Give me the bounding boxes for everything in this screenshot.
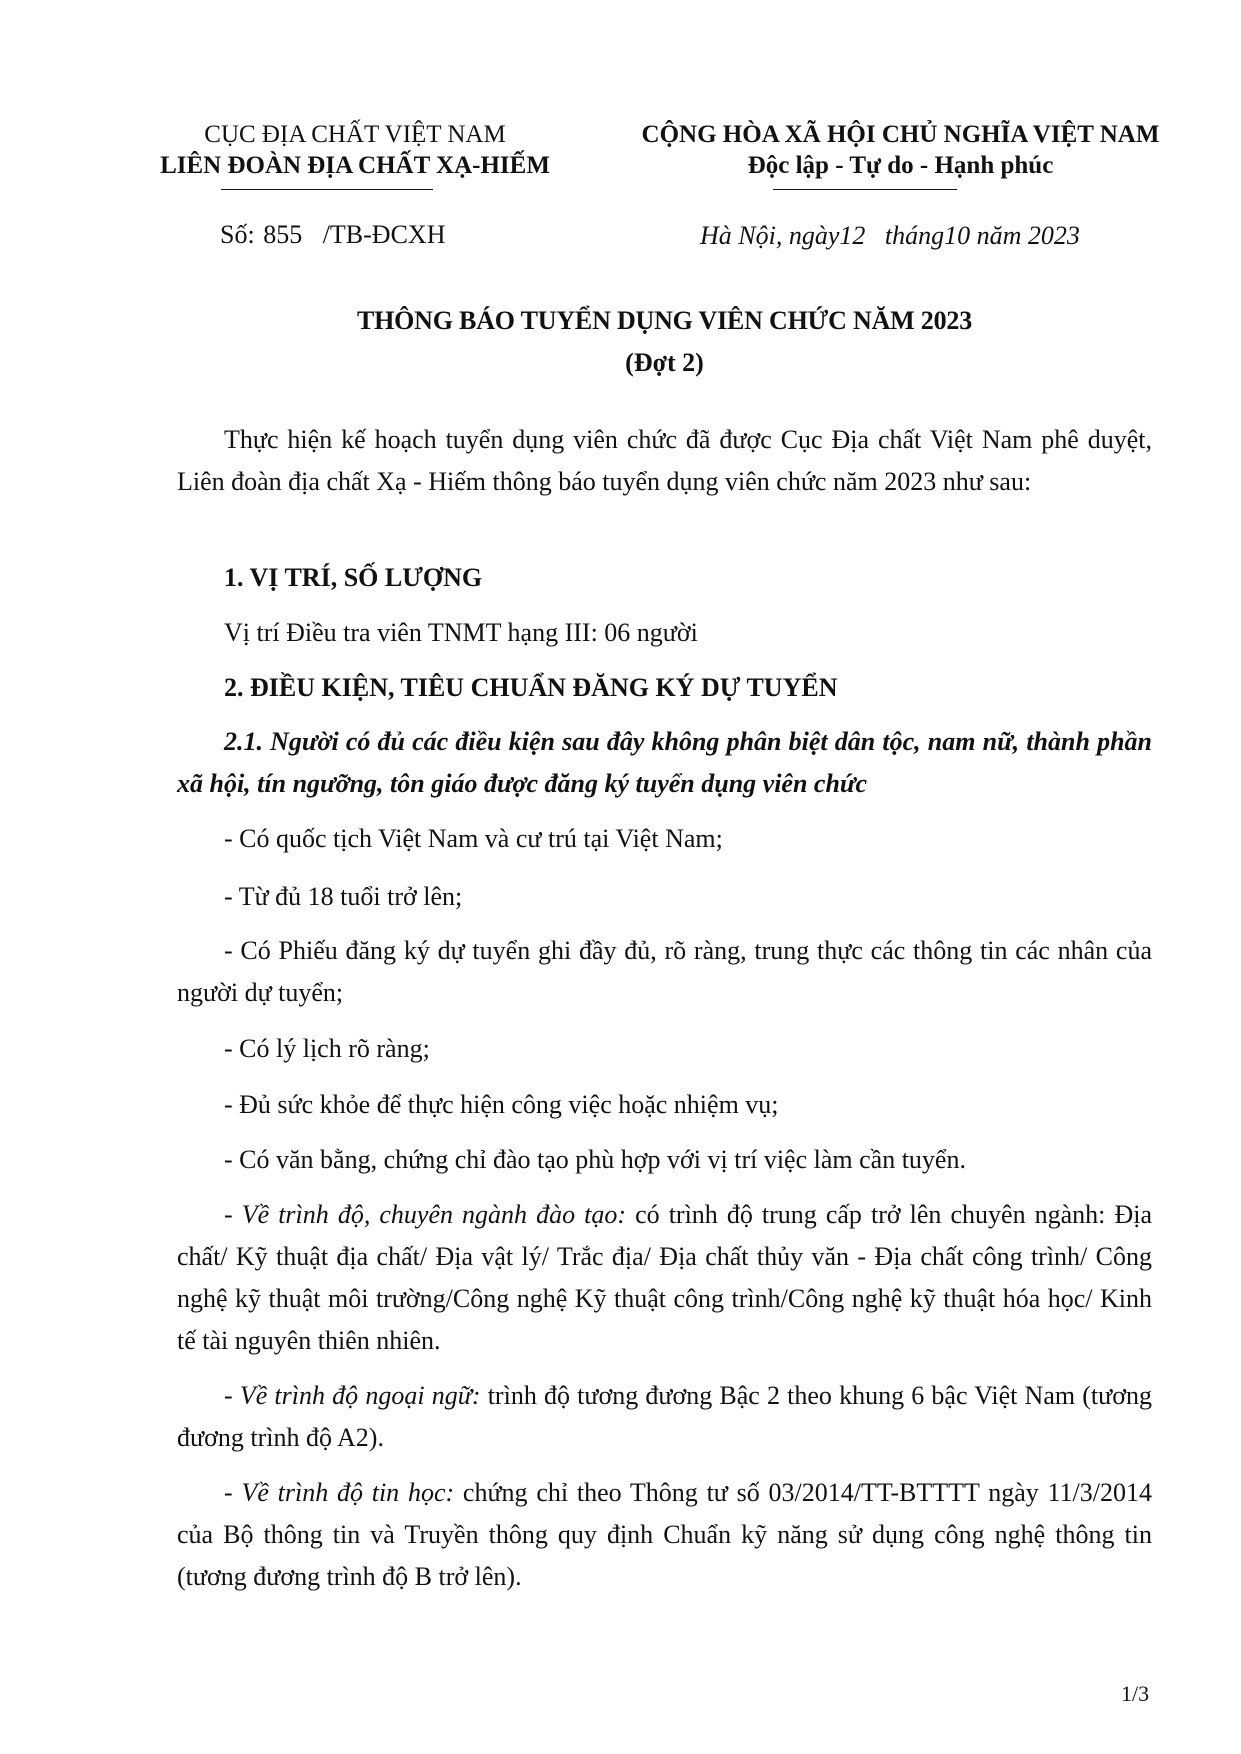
- section-2-heading: 2. ĐIỀU KIỆN, TIÊU CHUẨN ĐĂNG KÝ DỰ TUYỂN: [224, 673, 838, 702]
- bullet-item: - Đủ sức khỏe để thực hiện công việc hoặc nhiệm vụ;: [224, 1090, 779, 1119]
- requirement-it: [177, 1472, 1152, 1598]
- doc-number-prefix: Số:: [220, 220, 255, 249]
- bullet-item: - Có Phiếu đăng ký dự tuyển ghi đầy đủ, rõ ràng, trung thực các thông tin các nhân của người dự tuyển;: [177, 936, 1152, 1007]
- requirement-text: trình độ tương đương Bậc 2 theo khung 6 bậc Việt Nam (tương đương trình độ A2).: [177, 1381, 1152, 1452]
- section-1-heading: 1. VỊ TRÍ, SỐ LƯỢNG: [224, 563, 483, 592]
- requirement-dash: -: [224, 1200, 242, 1229]
- page-number: 1/3: [1121, 1681, 1150, 1706]
- section-1-text: Vị trí Điều tra viên TNMT hạng III: 06 người: [224, 618, 698, 647]
- requirement-dash: -: [224, 1478, 242, 1507]
- bullet-item: - Có lý lịch rõ ràng;: [224, 1034, 430, 1063]
- requirement-text: có trình độ trung cấp trở lên chuyên ngành: Địa chất/ Kỹ thuật địa chất/ Địa vật lý/ Trắc địa/ Địa chất thủy văn - Địa chất công trình/ Công nghệ kỹ thuật môi trường/Công nghệ Kỹ thuật công trình/Công nghệ kỹ thuật hóa học/ Kinh tế tài nguyên thiên nhiên.: [177, 1200, 1152, 1355]
- requirement-label: Về trình độ ngoại ngữ:: [239, 1381, 481, 1410]
- requirement-foreign-language: [177, 1375, 1152, 1459]
- doc-number-value: 855: [263, 220, 303, 249]
- bullet-item: - Từ đủ 18 tuổi trở lên;: [224, 882, 463, 911]
- document-subtitle: (Đợt 2): [625, 348, 704, 377]
- section-2-1-heading: 2.1. Người có đủ các điều kiện sau đây không phân biệt dân tộc, nam nữ, thành phần xã hội, tín ngưỡng, tôn giáo được đăng ký tuyển dụng viên chức: [177, 727, 1152, 798]
- unit-name: LIÊN ĐOÀN ĐỊA CHẤT XẠ-HIẾM: [160, 152, 550, 179]
- nation-name: CỘNG HÒA XÃ HỘI CHỦ NGHĨA VIỆT NAM: [641, 121, 1160, 148]
- doc-number-suffix: /TB-ĐCXH: [322, 220, 446, 249]
- document-title: THÔNG BÁO TUYỂN DỤNG VIÊN CHỨC NĂM 2023: [356, 306, 973, 335]
- requirement-education: [177, 1194, 1152, 1362]
- requirement-dash: -: [224, 1381, 240, 1410]
- agency-name: CỤC ĐỊA CHẤT VIỆT NAM: [204, 121, 506, 148]
- unit-underline: [221, 189, 433, 190]
- national-motto: Độc lập - Tự do - Hạnh phúc: [747, 152, 1054, 179]
- intro-paragraph: Thực hiện kế hoạch tuyển dụng viên chức đã được Cục Địa chất Việt Nam phê duyệt, Liên đoàn địa chất Xạ - Hiếm thông báo tuyển dụng viên chức năm 2023 như sau:: [177, 425, 1152, 496]
- requirement-label: Về trình độ tin học:: [241, 1478, 455, 1507]
- requirement-label: Về trình độ, chuyên ngành đào tạo:: [241, 1200, 627, 1229]
- motto-underline: [773, 189, 957, 190]
- document-number: [220, 219, 445, 251]
- requirement-text: chứng chỉ theo Thông tư số 03/2014/TT-BTTTT ngày 11/3/2014 của Bộ thông tin và Truyền thông quy định Chuẩn kỹ năng sử dụng công nghệ thông tin (tương đương trình độ B trở lên).: [177, 1478, 1152, 1591]
- bullet-item: - Có quốc tịch Việt Nam và cư trú tại Việt Nam;: [224, 824, 723, 853]
- place-date: Hà Nội, ngày12 tháng10 năm 2023: [700, 221, 1080, 250]
- bullet-item: - Có văn bằng, chứng chỉ đào tạo phù hợp với vị trí việc làm cần tuyển.: [224, 1145, 966, 1174]
